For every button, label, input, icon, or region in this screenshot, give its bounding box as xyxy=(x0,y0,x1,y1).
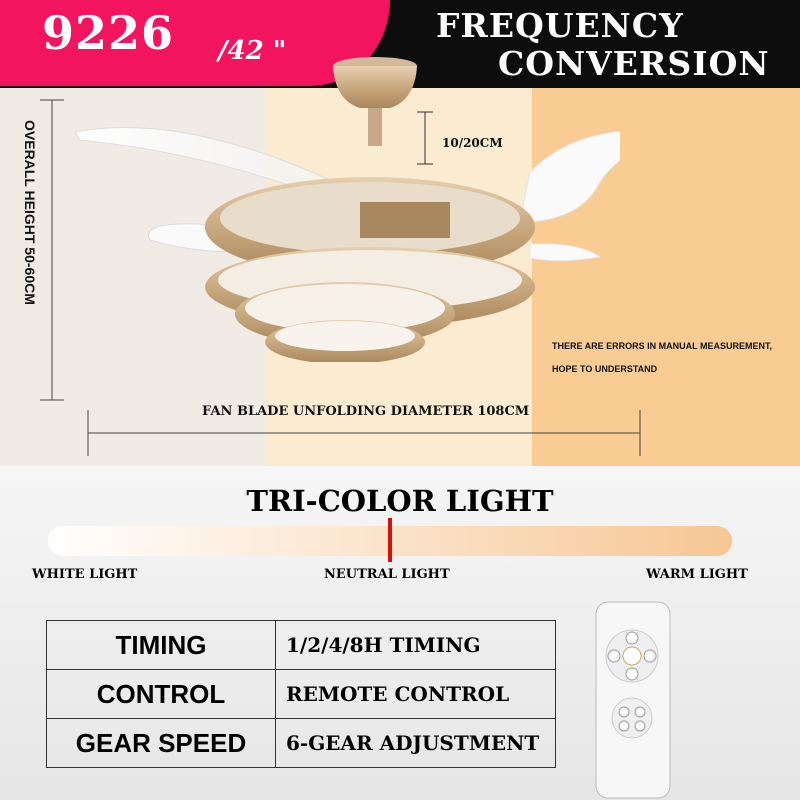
model-number: 9226 xyxy=(42,6,175,60)
measurement-note-line-2: HOPE TO UNDERSTAND xyxy=(552,364,658,374)
spec-key: TIMING xyxy=(47,621,276,670)
white-light-label: WHITE LIGHT xyxy=(32,567,138,582)
downrod-length-label: 10/20CM xyxy=(442,136,503,150)
table-row xyxy=(47,621,556,670)
spec-value: 1/2/4/8H TIMING xyxy=(276,621,556,670)
spec-key: CONTROL xyxy=(47,670,276,719)
blade-diameter-label: FAN BLADE UNFOLDING DIAMETER 108CM xyxy=(202,404,530,419)
spec-value: 6-GEAR ADJUSTMENT xyxy=(276,719,556,768)
spec-value: REMOTE CONTROL xyxy=(276,670,556,719)
warm-light-label: WARM LIGHT xyxy=(646,567,748,582)
spec-table xyxy=(46,620,556,768)
title-line-1: FREQUENCY xyxy=(436,6,684,45)
neutral-light-label: NEUTRAL LIGHT xyxy=(324,567,450,582)
remote-control-image xyxy=(592,600,676,800)
overall-height-label: OVERALL HEIGHT 50-60CM xyxy=(22,120,38,305)
measurement-note-line-1: THERE ARE ERRORS IN MANUAL MEASUREMENT, xyxy=(552,341,773,351)
fan-size: /42 " xyxy=(218,36,287,66)
spec-key: GEAR SPEED xyxy=(47,719,276,768)
table-row xyxy=(47,719,556,768)
tri-color-title: TRI-COLOR LIGHT xyxy=(246,484,554,518)
table-row xyxy=(47,670,556,719)
neutral-marker xyxy=(388,518,392,562)
title-line-2: CONVERSION xyxy=(498,44,770,83)
ceiling-fan-image xyxy=(60,52,620,362)
